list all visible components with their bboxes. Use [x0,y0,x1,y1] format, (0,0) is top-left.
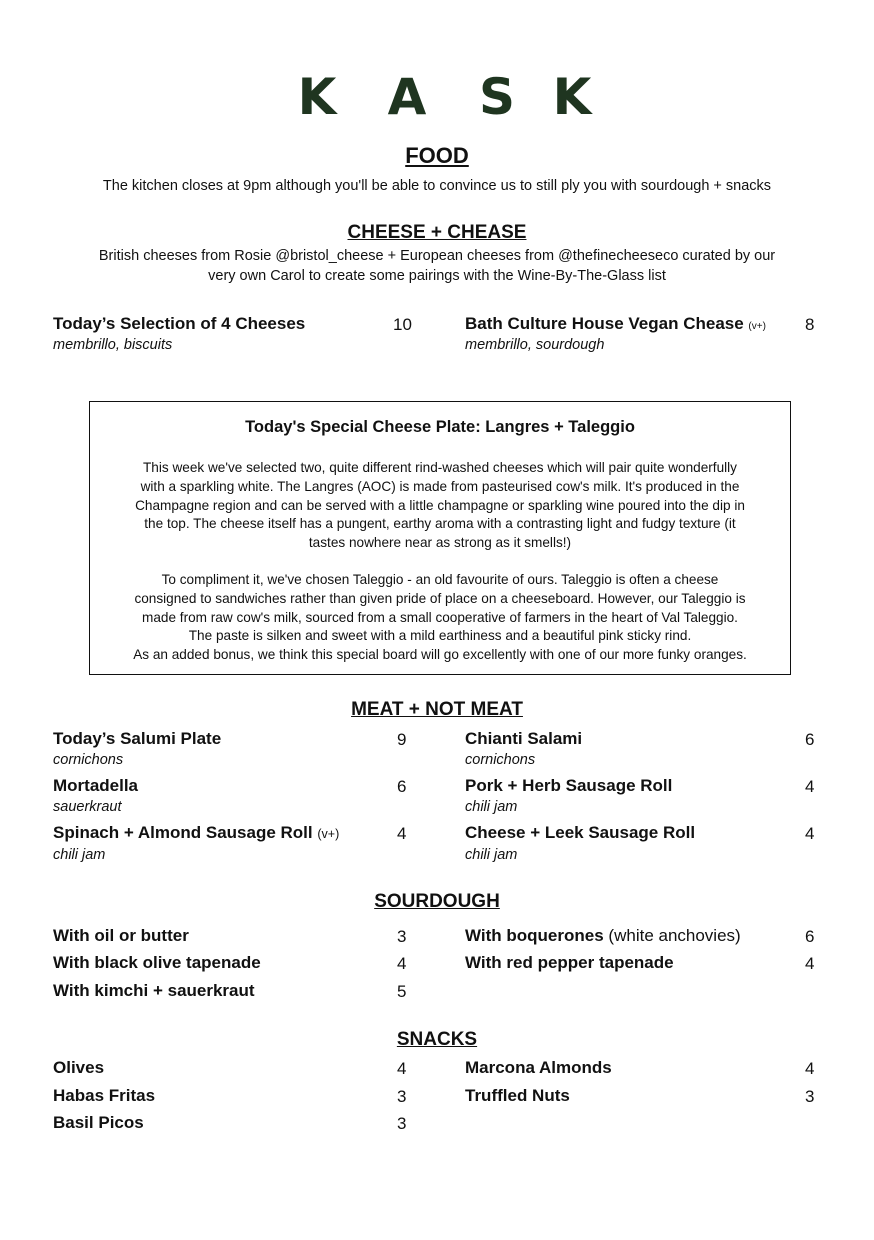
menu-item-name: Truffled Nuts [465,1086,570,1105]
menu-item-price: 4 [397,1059,407,1078]
menu-item-price: 4 [805,824,815,843]
menu-item-price: 3 [397,1087,407,1106]
menu-item-name [465,314,766,334]
menu-item-price: 4 [805,1059,815,1078]
cheese-section-title: CHEESE + CHEASE [347,222,527,243]
menu-item-name: Marcona Almonds [465,1058,612,1077]
sourdough-section-title: SOURDOUGH [374,891,500,912]
special-line: the top. The cheese itself has a pungent, earthy aroma with a contrasting light and fudgy texture (it [144,516,736,532]
menu-item-price: 6 [805,927,815,946]
vegan-tag: (v+) [748,321,766,332]
food-title: FOOD [405,143,469,168]
menu-item-name: With red pepper tapenade [465,953,674,972]
menu-item-name-text: Bath Culture House Vegan Chease [465,314,744,333]
menu-item-price: 3 [397,927,407,946]
menu-item-name: With kimchi + sauerkraut [53,981,255,1000]
menu-item-desc: cornichons [53,752,124,768]
menu-item-name: Chianti Salami [465,729,583,748]
special-line: Champagne region and can be served with a little champagne or sparkling wine poured into the dip in [135,497,745,513]
menu-item-name: With oil or butter [53,926,189,945]
menu-item-name: Olives [53,1058,105,1077]
menu-item-name: Cheese + Leek Sausage Roll [465,823,696,842]
logo-letter: S [478,68,515,126]
menu-item-name: Today’s Salumi Plate [53,729,222,748]
logo-letter: K [552,68,592,126]
menu-item-desc: chili jam [465,847,518,863]
menu-item-name-text: With boquerones [465,926,604,945]
snacks-section-title: SNACKS [396,1029,478,1050]
menu-item-price: 8 [805,315,815,334]
special-line: with a sparkling white. The Langres (AOC) is made from pasteurised cow's milk. It's produced in the [140,478,740,494]
menu-item-desc: chili jam [53,847,106,863]
cheese-intro-line: British cheeses from Rosie @bristol_cheese + European cheeses from @thefinecheeseco curated by our [98,248,776,264]
special-cheese-box [89,401,791,675]
menu-item-desc: chili jam [465,799,518,815]
logo-letter: A [387,68,427,126]
menu-item-price: 6 [805,730,815,749]
menu-item-price: 4 [805,954,815,973]
kask-logo [0,68,874,126]
menu-item-note: (white anchovies) [608,926,741,945]
special-paragraph [98,571,782,665]
menu-item-desc: sauerkraut [53,799,122,815]
special-line: To compliment it, we've chosen Taleggio - an old favourite of ours. Taleggio is often a cheese [161,572,719,587]
menu-item-desc: membrillo, sourdough [465,337,605,353]
menu-item-name: With black olive tapenade [53,953,261,972]
menu-item-price: 5 [397,982,407,1001]
menu-item-name [465,926,741,946]
menu-item-price: 4 [397,954,407,973]
menu-item-desc: membrillo, biscuits [53,337,173,353]
special-paragraph [98,459,782,553]
menu-item-price: 10 [393,315,412,334]
menu-item-price: 9 [397,730,407,749]
menu-item-price: 4 [397,824,407,843]
menu-item-name-text: Spinach + Almond Sausage Roll [53,823,313,842]
vegan-tag: (v+) [317,827,340,841]
special-line: consigned to sandwiches rather than given pride of place on a cheeseboard. However, our Taleggio is [134,590,746,606]
menu-item-name: Habas Fritas [53,1086,156,1105]
special-line: This week we've selected two, quite different rind-washed cheeses which will pair quite wonderfully [143,460,737,475]
menu-item-desc: cornichons [465,752,536,768]
special-line: made from raw cow's milk, sourced from a small cooperative of farmers in the heart of Val Taleggio. [142,609,738,625]
menu-item-name: Today’s Selection of 4 Cheeses [53,314,306,333]
logo-letter: K [297,68,337,126]
special-line: The paste is silken and sweet with a mild earthiness and a beautiful pink sticky rind. [188,628,692,644]
special-line: tastes nowhere near as strong as it smells!) [308,535,572,551]
menu-item-name [53,823,339,843]
menu-item-name: Basil Picos [53,1113,144,1132]
meat-section-title: MEAT + NOT MEAT [351,699,523,720]
food-intro: The kitchen closes at 9pm although you'll be able to convince us to still ply you with sourdough + snacks [102,178,772,194]
menu-item-name: Pork + Herb Sausage Roll [465,776,673,795]
menu-item-price: 6 [397,777,407,796]
special-line: As an added bonus, we think this special board will go excellently with one of our more funky oranges. [133,647,747,663]
special-title: Today's Special Cheese Plate: Langres + Taleggio [245,418,635,436]
menu-item-price: 3 [805,1087,815,1106]
menu-item-price: 3 [397,1114,407,1133]
cheese-intro-line: very own Carol to create some pairings with the Wine-By-The-Glass list [208,268,666,284]
menu-item-name: Mortadella [53,776,139,795]
menu-item-price: 4 [805,777,815,796]
